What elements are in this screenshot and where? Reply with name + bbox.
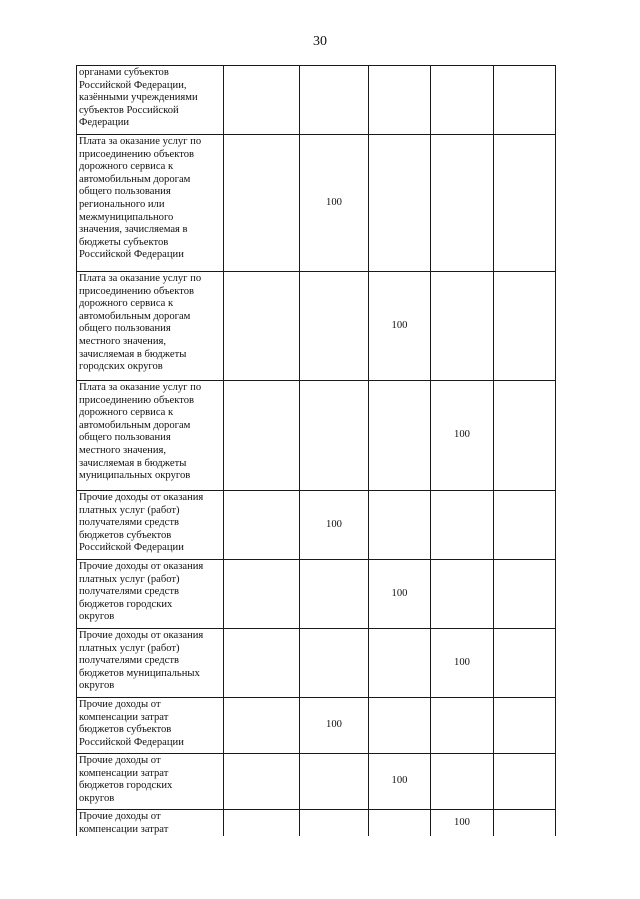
value-cell — [431, 560, 494, 629]
value-cell — [224, 698, 300, 754]
value-cell — [224, 381, 300, 491]
value-cell — [224, 272, 300, 381]
value-cell — [431, 754, 494, 810]
value-cell — [431, 66, 494, 135]
revenue-description: Прочие доходы от компенсации затрат бюджетов субъектов Российской Федерации — [77, 698, 224, 754]
table-row — [77, 629, 556, 698]
value-cell — [494, 135, 556, 272]
table-row — [77, 810, 556, 837]
value-cell — [369, 381, 431, 491]
table-row — [77, 381, 556, 491]
table-row — [77, 66, 556, 135]
value-cell: 100 — [431, 381, 494, 491]
value-cell: 100 — [369, 272, 431, 381]
value-cell — [369, 698, 431, 754]
revenue-description: Плата за оказание услуг по присоединению объектов дорожного сервиса к автомобильным дорогам общего пользования местного значения, зачисляемая в бюджеты городских округов — [77, 272, 224, 381]
value-cell — [300, 560, 369, 629]
value-cell — [494, 66, 556, 135]
value-cell: 100 — [431, 629, 494, 698]
value-cell — [494, 560, 556, 629]
value-cell — [300, 66, 369, 135]
revenue-description: Прочие доходы от компенсации затрат бюджетов городских округов — [77, 754, 224, 810]
table-row — [77, 698, 556, 754]
value-cell — [494, 629, 556, 698]
value-cell: 100 — [300, 698, 369, 754]
value-cell — [300, 381, 369, 491]
revenue-description: Прочие доходы от оказания платных услуг (работ) получателями средств бюджетов городских округов — [77, 560, 224, 629]
value-cell — [494, 381, 556, 491]
table-row — [77, 491, 556, 560]
page-number: 30 — [313, 34, 327, 49]
table-row — [77, 135, 556, 272]
value-cell — [369, 629, 431, 698]
revenue-description: Прочие доходы от оказания платных услуг (работ) получателями средств бюджетов муниципальных округов — [77, 629, 224, 698]
value-cell — [431, 135, 494, 272]
value-cell — [369, 135, 431, 272]
value-cell — [369, 810, 431, 837]
value-cell — [224, 754, 300, 810]
value-cell — [431, 491, 494, 560]
value-cell — [224, 810, 300, 837]
value-cell — [224, 135, 300, 272]
value-cell — [224, 66, 300, 135]
value-cell — [431, 272, 494, 381]
value-cell — [494, 754, 556, 810]
value-cell — [224, 560, 300, 629]
value-cell — [494, 810, 556, 837]
value-cell — [300, 754, 369, 810]
table-body — [77, 66, 556, 837]
revenue-description: Плата за оказание услуг по присоединению объектов дорожного сервиса к автомобильным дорогам общего пользования регионального или межмуниципального значения, зачисляемая в бюджеты субъектов Российской Федерации — [77, 135, 224, 272]
revenue-distribution-table — [76, 65, 556, 836]
revenue-description: Прочие доходы от оказания платных услуг (работ) получателями средств бюджетов субъектов Российской Федерации — [77, 491, 224, 560]
value-cell: 100 — [431, 810, 494, 837]
value-cell: 100 — [300, 491, 369, 560]
value-cell — [300, 629, 369, 698]
value-cell — [494, 698, 556, 754]
value-cell — [224, 491, 300, 560]
revenue-description: Прочие доходы от компенсации затрат — [77, 810, 224, 837]
value-cell — [369, 491, 431, 560]
value-cell: 100 — [369, 754, 431, 810]
table-row — [77, 754, 556, 810]
revenue-description: органами субъектов Российской Федерации, казёнными учреждениями субъектов Российской Федерации — [77, 66, 224, 135]
table-row — [77, 560, 556, 629]
value-cell — [224, 629, 300, 698]
table-row — [77, 272, 556, 381]
value-cell: 100 — [300, 135, 369, 272]
value-cell — [369, 66, 431, 135]
value-cell — [300, 810, 369, 837]
value-cell — [300, 272, 369, 381]
value-cell — [494, 491, 556, 560]
value-cell — [494, 272, 556, 381]
value-cell — [431, 698, 494, 754]
value-cell: 100 — [369, 560, 431, 629]
revenue-description: Плата за оказание услуг по присоединению объектов дорожного сервиса к автомобильным дорогам общего пользования местного значения, зачисляемая в бюджеты муниципальных округов — [77, 381, 224, 491]
